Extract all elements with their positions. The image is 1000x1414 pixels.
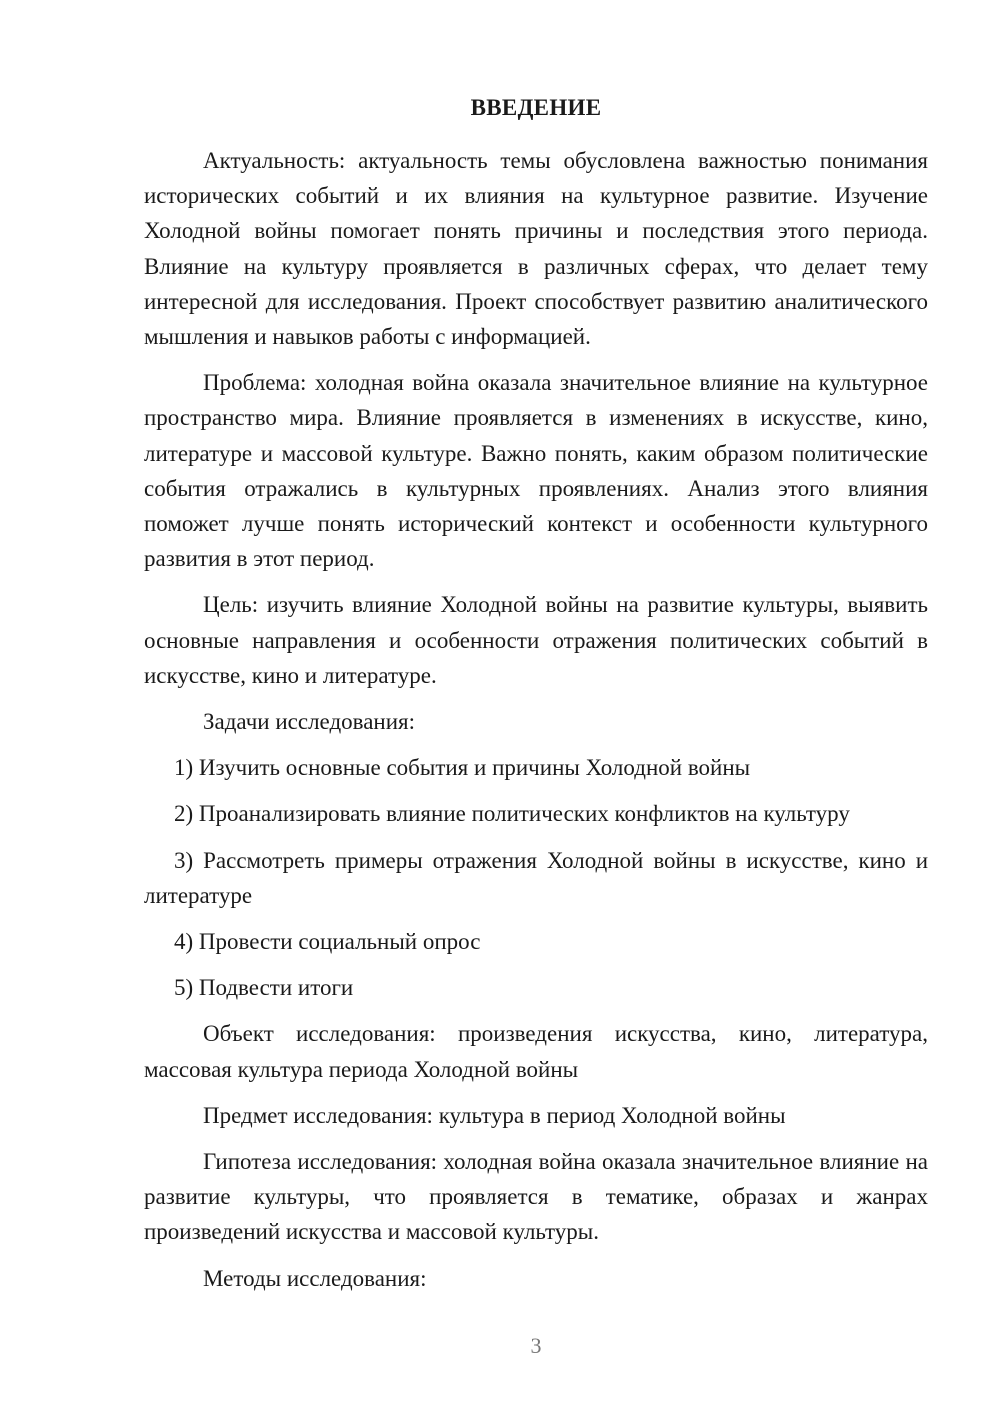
paragraph-problem: Проблема: холодная война оказала значительное влияние на культурное пространство мира. Влияние проявляется в изменениях в искусстве, кино, литературе и массовой культуре. Важно понять, каким образом политические события отражались в культурных проявлениях. Анализ этого влияния поможет лучше понять исторический контекст и особенности культурного развития в этот период. bbox=[144, 370, 928, 572]
page-title: ВВЕДЕНИЕ bbox=[470, 95, 602, 120]
paragraph-relevance: Актуальность: актуальность темы обусловлена важностью понимания исторических событий и их влияния на культурное развитие. Изучение Холодной войны помогает понять причины и последствия этого периода. Влияние на культуру проявляется в различных сферах, что делает тему интересной для исследования. Проект способствует развитию аналитического мышления и навыков работы с информацией. bbox=[144, 148, 928, 350]
task-item-2: 2) Проанализировать влияние политических конфликтов на культуру bbox=[174, 801, 850, 827]
task-item-3: 3) Рассмотреть примеры отражения Холодной войны в искусстве, кино и литературе bbox=[144, 847, 928, 908]
task-item-4: 4) Провести социальный опрос bbox=[174, 929, 481, 955]
page-number: 3 bbox=[530, 1333, 542, 1358]
paragraph-methods: Методы исследования: bbox=[203, 1265, 427, 1291]
paragraph-object: Объект исследования: произведения искусства, кино, литература, массовая культура периода Холодной войны bbox=[144, 1021, 928, 1082]
paragraph-goal: Цель: изучить влияние Холодной войны на развитие культуры, выявить основные направления и особенности отражения политических событий в искусстве, кино и литературе. bbox=[144, 592, 928, 688]
task-item-5: 5) Подвести итоги bbox=[174, 975, 354, 1001]
paragraph-subject: Предмет исследования: культура в период Холодной войны bbox=[203, 1102, 786, 1128]
task-item-1: 1) Изучить основные события и причины Холодной войны bbox=[174, 755, 751, 781]
paragraph-hypothesis: Гипотеза исследования: холодная война оказала значительное влияние на развитие культуры, что проявляется в тематике, образах и жанрах произведений искусства и массовой культуры. bbox=[144, 1149, 928, 1245]
paragraph-tasks-heading: Задачи исследования: bbox=[203, 709, 416, 735]
document-body bbox=[144, 143, 928, 1296]
